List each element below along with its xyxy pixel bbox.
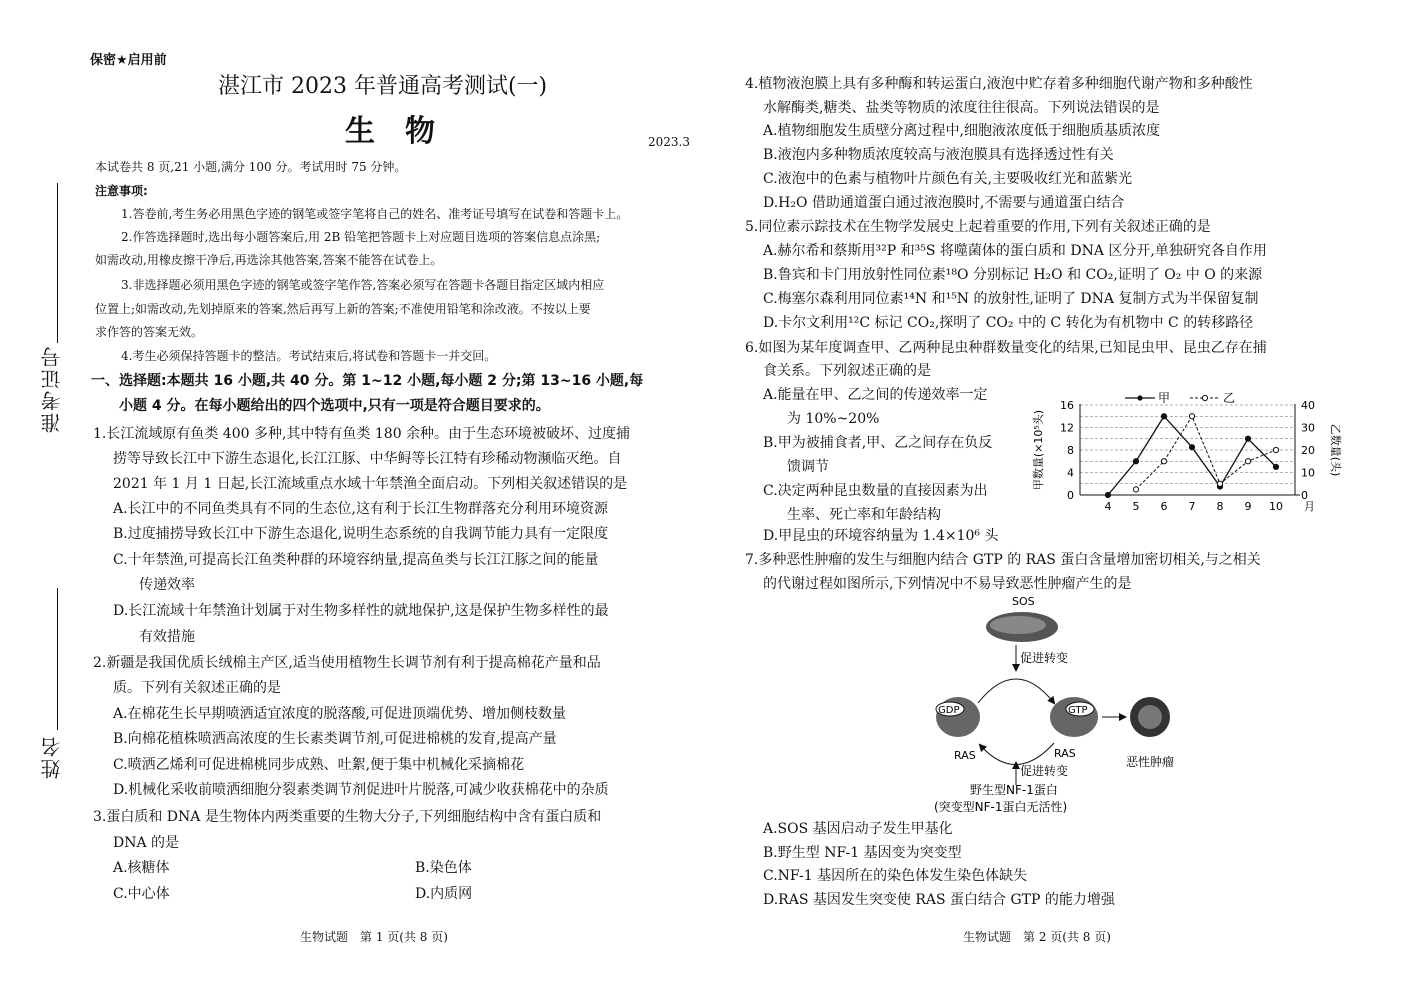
option-a: A.长江中的不同鱼类具有不同的生态位,这有利于长江生物群落充分利用环境资源 [113,501,609,517]
right-tick-label: 0 [1301,489,1308,502]
option-b: B.染色体 [415,860,472,876]
left-tick-label: 16 [1060,399,1074,412]
sos-texture [990,616,1046,634]
option-b: B.液泡内多种物质浓度较高与液泡膜具有选择透过性有关 [763,147,1114,163]
option-d: 有效措施 [139,629,195,645]
option-d: D.长江流域十年禁渔计划属于对生物多样性的就地保护,这是保护生物多样性的最 [113,603,609,619]
note-line: 4.考生必须保持答题卡的整洁。考试结束后,将试卷和答题卡一并交回。 [121,349,497,363]
question-stem: 捞等导致长江中下游生态退化,长江江豚、中华鲟等长江特有珍稀动物濒临灭绝。自 [113,451,622,467]
ras-pathway-diagram [920,595,1190,820]
option-c: C.喷洒乙烯利可促进棉桃同步成熟、吐絮,便于集中机械化采摘棉花 [113,757,525,773]
question-stem: 2.新疆是我国优质长绒棉主产区,适当使用植物生长调节剂有利于提高棉花产量和品 [93,655,601,671]
data-point-jia [1105,492,1110,497]
option-d: D.机械化采收前喷洒细胞分裂素类调节剂促进叶片脱落,可减少收获棉花中的杂质 [113,782,609,798]
x-tick-label: 7 [1188,500,1196,513]
question-stem: 5.同位素示踪技术在生物学发展史上起着重要的作用,下列有关叙述正确的是 [745,219,1211,235]
legend-label-jia: 甲 [1158,391,1171,405]
option-c: C.决定两种昆虫数量的直接因素为出 [763,483,988,499]
option-c: 生率、死亡率和年龄结构 [787,507,941,523]
confidential-label: 保密★启用前 [90,53,167,68]
data-point-yi [1217,481,1222,486]
option-a: A.SOS 基因启动子发生甲基化 [763,821,953,837]
x-tick-label: 5 [1132,500,1140,513]
data-point-jia [1245,436,1250,441]
right-tick-label: 40 [1301,399,1315,412]
x-tick-label: 8 [1216,500,1224,513]
option-b: B.过度捕捞导致长江中下游生态退化,说明生态系统的自我调节能力具有一定限度 [113,526,609,542]
population-chart [1030,380,1350,520]
left-tick-label: 4 [1067,466,1074,480]
x-axis-unit: 月 [1304,500,1315,513]
promote-bottom-label: 促进转变 [1020,764,1069,778]
data-point-jia [1189,445,1194,450]
option-b: B.向棉花植株喷洒高浓度的生长素类调节剂,可促进棉桃的发育,提高产量 [113,731,557,747]
left-tick-label: 0 [1067,489,1074,502]
option-a: A.赫尔希和蔡斯用³²P 和³⁵S 将噬菌体的蛋白质和 DNA 区分开,单独研究各自作用 [763,243,1267,259]
data-point-yi [1273,447,1278,452]
question-stem: DNA 的是 [113,835,180,851]
option-b: B.鲁宾和卡门用放射性同位素¹⁸O 分别标记 H₂O 和 CO₂,证明了 O₂ 中 O 的来源 [763,267,1263,283]
gtp-label: GTP [1068,705,1088,716]
note-line: 3.非选择题必须用黑色字迹的钢笔或签字笔作答,答案必须写在答题卡各题目指定区域内相应 [121,278,605,292]
section-heading: 小题 4 分。在每小题给出的四个选项中,只有一项是符合题目要求的。 [119,398,550,414]
option-d: D.内质网 [415,886,473,902]
data-point-yi [1245,459,1250,464]
data-point-yi [1189,414,1194,419]
ras-left-label: RAS [954,749,976,762]
question-stem: 7.多种恶性肿瘤的发生与细胞内结合 GTP 的 RAS 蛋白含量增加密切相关,与之相关 [745,552,1261,568]
question-stem: 2021 年 1 月 1 日起,长江流域重点水域十年禁渔全面启动。下列相关叙述错误的是 [113,476,628,492]
option-a: A.在棉花生长早期喷洒适宜浓度的脱落酸,可促进顶端优势、增加侧枝数量 [113,706,567,722]
tumor-texture [1138,705,1162,729]
data-point-yi [1161,459,1166,464]
question-stem: 食关系。下列叙述正确的是 [763,363,931,379]
tumor-label: 恶性肿瘤 [1126,755,1175,769]
right-tick-label: 10 [1301,466,1315,480]
left-axis-label: 甲数量(×10⁵头) [1032,409,1045,491]
notes-title: 注意事项: [95,184,148,198]
note-line: 1.答卷前,考生务必用黑色字迹的钢笔或签字笔将自己的姓名、准考证号填写在试卷和答题卡上。 [121,207,629,221]
option-c: C.梅塞尔森利用同位素¹⁴N 和¹⁵N 的放射性,证明了 DNA 复制方式为半保留复制 [763,291,1259,307]
data-point-jia [1161,414,1166,419]
option-c: C.液泡中的色素与植物叶片颜色有关,主要吸收红光和蓝紫光 [763,171,1133,187]
note-line: 位置上;如需改动,先划掉原来的答案,然后再写上新的答案;不准使用铅笔和涂改液。不按以上要 [95,302,591,316]
right-tick-label: 20 [1301,444,1315,457]
option-c: 传递效率 [139,577,195,593]
note-line: 2.作答选择题时,选出每小题答案后,用 2B 铅笔把答题卡上对应题目选项的答案信息点涂黑; [121,230,601,244]
subject-title: 生 物 [345,114,435,149]
note-line: 如需改动,用橡皮擦干净后,再选涂其他答案,答案不能答在试卷上。 [95,253,443,267]
question-stem: 质。下列有关叙述正确的是 [113,680,281,696]
ras-right-label: RAS [1054,747,1076,760]
nf1-label: 野生型NF-1蛋白 [970,783,1058,797]
x-tick-label: 10 [1269,500,1283,513]
exam-title: 湛江市 2023 年普通高考测试(一) [218,74,548,99]
option-a: A.植物细胞发生质壁分离过程中,细胞液浓度低于细胞质基质浓度 [763,123,1161,139]
page-footer: 生物试题 第 1 页(共 8 页) [300,930,448,944]
intro-text: 本试卷共 8 页,21 小题,满分 100 分。考试用时 75 分钟。 [95,160,407,174]
option-a: A.能量在甲、乙之间的传递效率一定 [763,387,988,403]
promote-top-label: 促进转变 [1020,651,1069,665]
x-tick-label: 4 [1104,500,1112,513]
option-c: C.NF-1 基因所在的染色体发生染色体缺失 [763,868,1028,884]
option-d: D.卡尔文利用¹²C 标记 CO₂,探明了 CO₂ 中的 C 转化为有机物中 C 的转移路径 [763,315,1254,331]
name-line[interactable] [57,588,58,730]
option-b: 馈调节 [787,459,829,475]
option-a: 为 10%~20% [787,411,880,427]
left-tick-label: 12 [1060,421,1074,435]
legend-marker-yi [1202,395,1207,400]
page-footer: 生物试题 第 2 页(共 8 页) [963,930,1111,944]
exam-id-label: 准考证号 [40,345,64,433]
x-tick-label: 6 [1160,500,1168,513]
question-stem: 1.长江流域原有鱼类 400 多种,其中特有鱼类 180 余种。由于生态环境被破坏、过度捕 [93,426,631,442]
note-line: 求作答的答案无效。 [95,325,204,339]
exam-date: 2023.3 [648,135,690,149]
sos-label: SOS [1012,595,1035,608]
option-c: C.中心体 [113,886,170,902]
option-d: D.甲昆虫的环境容纳量为 1.4×10⁶ 头 [763,528,999,544]
right-tick-label: 30 [1301,421,1315,435]
legend-label-yi: 乙 [1223,391,1236,405]
data-point-yi [1133,487,1138,492]
name-label: 姓名 [40,735,64,779]
right-axis-label: 乙数量(头) [1329,423,1342,477]
data-point-jia [1273,464,1278,469]
x-tick-label: 9 [1244,500,1252,513]
question-stem: 的代谢过程如图所示,下列情况中不易导致恶性肿瘤产生的是 [763,576,1132,592]
legend-marker-jia [1137,395,1142,400]
option-d: D.H₂O 借助通道蛋白通过液泡膜时,不需要与通道蛋白结合 [763,195,1125,211]
gdp-label: GDP [938,705,960,716]
option-b: B.甲为被捕食者,甲、乙之间存在负反 [763,435,993,451]
option-a: A.核糖体 [113,860,170,876]
option-b: B.野生型 NF-1 基因变为突变型 [763,845,962,861]
section-heading: 一、选择题:本题共 16 小题,共 40 分。第 1~12 小题,每小题 2 分;第 13~16 小题,每 [91,373,644,389]
option-c: C.十年禁渔,可提高长江鱼类种群的环境容纳量,提高鱼类与长江江豚之间的能量 [113,552,599,568]
chart-grid [1080,405,1295,495]
exam-id-line[interactable] [57,183,58,343]
nf1-mutant-label: (突变型NF-1蛋白无活性) [934,800,1068,814]
option-d: D.RAS 基因发生突变使 RAS 蛋白结合 GTP 的能力增强 [763,892,1115,908]
left-tick-label: 8 [1067,444,1074,457]
question-stem: 4.植物液泡膜上具有多种酶和转运蛋白,液泡中贮存着多种细胞代谢产物和多种酸性 [745,76,1253,92]
question-stem: 3.蛋白质和 DNA 是生物体内两类重要的生物大分子,下列细胞结构中含有蛋白质和 [93,809,602,825]
gdp-to-gtp-arrow [978,679,1054,703]
question-stem: 6.如图为某年度调查甲、乙两种昆虫种群数量变化的结果,已知昆虫甲、昆虫乙存在捕 [745,340,1267,356]
series-line-jia [1108,416,1276,495]
gtp-to-gdp-arrow [980,743,1054,765]
question-stem: 水解酶类,糖类、盐类等物质的浓度往往很高。下列说法错误的是 [763,100,1160,116]
data-point-jia [1133,459,1138,464]
